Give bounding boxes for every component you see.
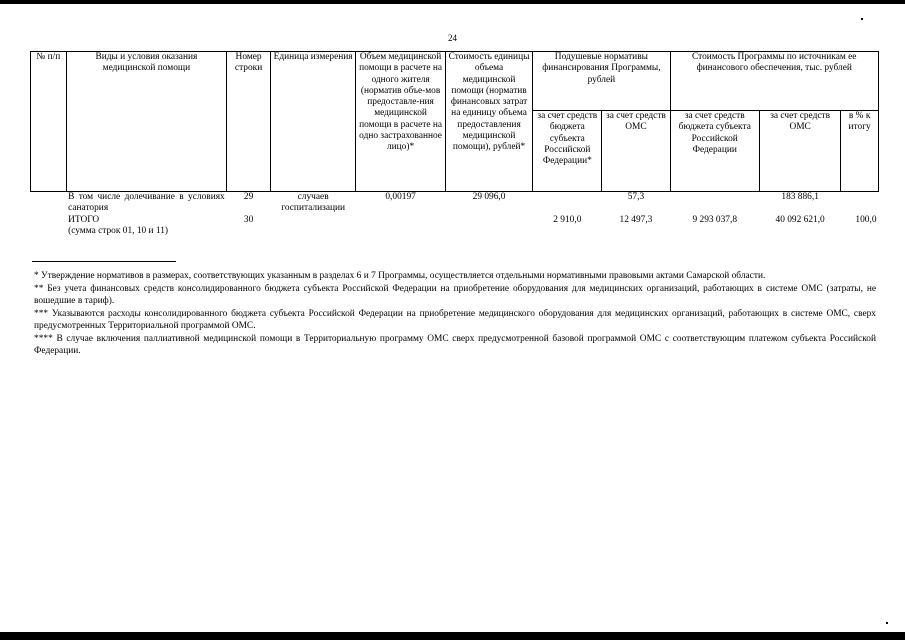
- cell-row-number: 29: [243, 192, 254, 202]
- financing-table: [30, 51, 879, 237]
- footnote-1: * Утверждение нормативов в размерах, соответствующих указанным в разделах 6 и 7 Программы, осуществляется отдельными нормативными правовыми актами Самарской области.: [34, 271, 766, 281]
- header-kind: Виды и условия оказания медицинской помощи: [66, 52, 227, 192]
- total-sublabel: (сумма строк 01, 10 и 11): [68, 225, 169, 236]
- page-number: 24: [448, 33, 457, 43]
- cell-program-oms: 40 092 621,0: [775, 214, 825, 225]
- scan-speck: [886, 622, 888, 624]
- header-num: № п/п: [31, 52, 67, 192]
- footnote-4: **** В случае включения паллиативной медицинской помощи в Территориальную программу ОМС сверх предусмотренной базовой программой ОМС с соответствующим платежом субъекта Российской Федерации.: [34, 334, 876, 356]
- header-unit: Единица измерения: [270, 52, 355, 192]
- scan-top-border: [0, 0, 905, 4]
- table-row: [31, 192, 879, 215]
- cell-name-total: [66, 215, 227, 238]
- header-per-capita-oms: за счет средств ОМС: [602, 111, 670, 192]
- scan-speck: [861, 18, 863, 20]
- header-per-capita-budget: за счет средств бюджета субъекта Российской Федерации*: [533, 111, 602, 192]
- cell-num: [31, 192, 67, 215]
- header-volume: Объем медицинской помощи в расчете на одного жителя (норматив объе-мов предоставле-ния медицинской помощи в расчете на одно застрахованное лицо)*: [356, 52, 445, 192]
- cell-program-percent: 100,0: [855, 214, 877, 225]
- table-row: [31, 215, 879, 238]
- footnotes: [34, 270, 876, 358]
- total-label: ИТОГО: [68, 214, 100, 225]
- cell-unit-cost: 29 096,0: [472, 192, 506, 202]
- cell-per-capita-budget: 2 910,0: [553, 214, 582, 225]
- header-program-cost-group: Стоимость Программы по источникам ее финансового обеспечения, тыс. рублей: [670, 52, 879, 111]
- header-row-number: Номер строки: [227, 52, 271, 192]
- cell-per-capita-budget: [533, 192, 602, 215]
- scan-bottom-border: [0, 632, 905, 640]
- cell-unit: случаев госпитализации: [281, 192, 346, 214]
- cell-volume: 0,00197: [385, 192, 416, 202]
- cell-volume: [356, 215, 445, 238]
- cell-program-oms: 183 886,1: [781, 192, 819, 202]
- footnote-2: ** Без учета финансовых средств консолидированного бюджета субъекта Российской Федерации на приобретение оборудования для медицинских организаций, работающих в системе ОМС (затраты, не вошедшие в тариф).: [34, 284, 876, 306]
- header-per-capita-group: Подушевые нормативы финансирования Программы, рублей: [533, 52, 670, 111]
- cell-unit-cost: [445, 215, 532, 238]
- footnote-3: *** Указываются расходы консолидированного бюджета субъекта Российской Федерации на приобретение медицинского оборудования для медицинских организаций, работающих в системе ОМС, сверх предусмотренных Территориальной программой ОМС.: [34, 309, 876, 331]
- header-program-budget: за счет средств бюджета субъекта Российской Федерации: [670, 111, 759, 192]
- footnote-divider: [32, 261, 176, 262]
- cell-unit: [270, 215, 355, 238]
- cell-program-budget: [670, 192, 759, 215]
- cell-per-capita-oms: 57,3: [627, 192, 645, 202]
- cell-num: [31, 215, 67, 238]
- cell-per-capita-oms: 12 497,3: [619, 214, 653, 225]
- header-unit-cost: Стоимость единицы объема медицинской помощи (норматив финансовых затрат на единицу объема предоставления медицинской помощи), рублей*: [445, 52, 532, 192]
- header-program-percent: в % к итогу: [841, 111, 879, 192]
- cell-program-percent: [841, 192, 879, 215]
- cell-row-number: 30: [243, 214, 254, 225]
- cell-name: В том числе долечивание в условиях санатория: [68, 192, 225, 214]
- header-program-oms: за счет средств ОМС: [759, 111, 840, 192]
- cell-program-budget: 9 293 037,8: [692, 214, 737, 225]
